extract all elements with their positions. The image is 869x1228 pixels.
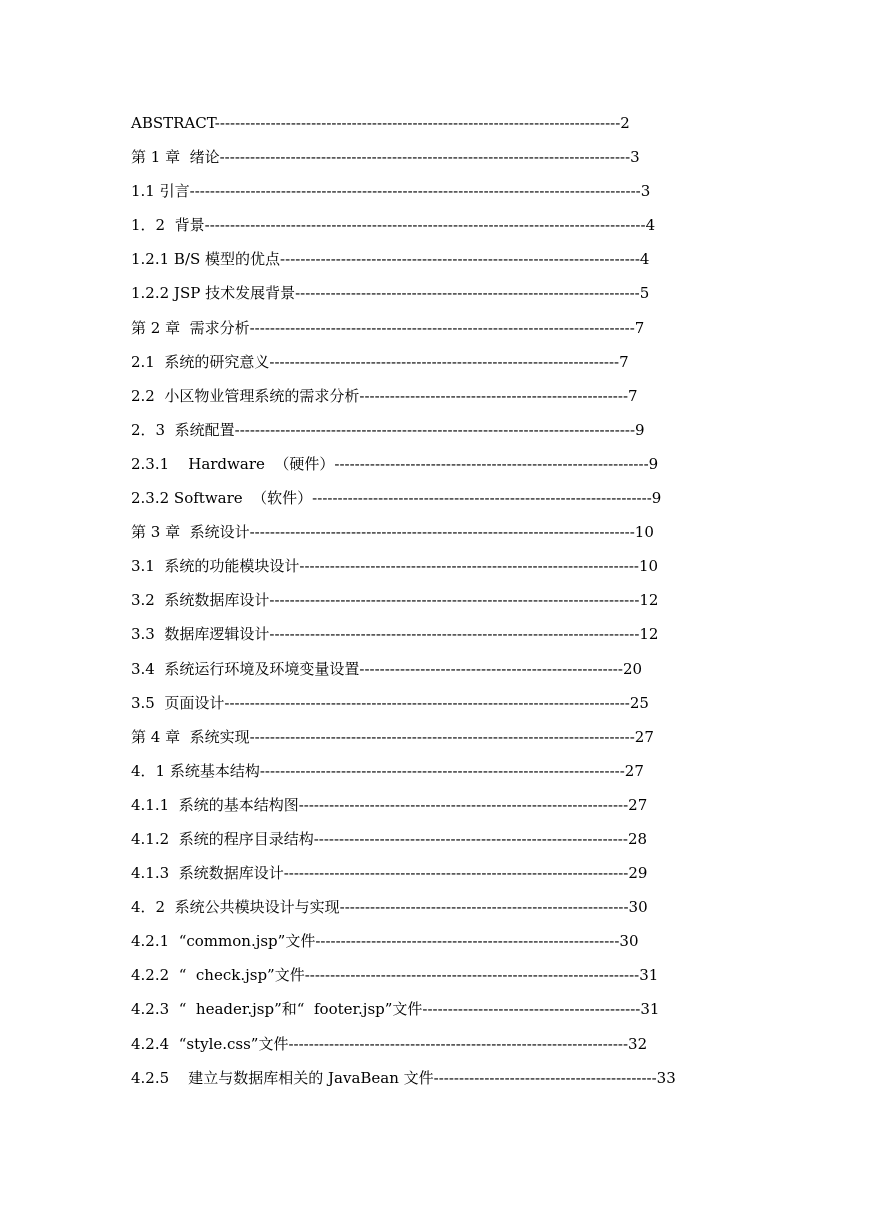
toc-entry[interactable]: 第 4 章 系统实现----------------------------------------------------------------------------27 (131, 727, 654, 746)
toc-entry[interactable]: 4.1.3 系统数据库设计--------------------------------------------------------------------29 (131, 864, 648, 883)
toc-entry[interactable]: 3.1 系统的功能模块设计-------------------------------------------------------------------10 (131, 557, 659, 576)
toc-entry[interactable]: 3.5 页面设计--------------------------------------------------------------------------------25 (131, 693, 649, 712)
toc-entry[interactable]: 第 3 章 系统设计----------------------------------------------------------------------------10 (131, 523, 654, 542)
toc-entry[interactable]: 1.2.2 JSP 技术发展背景--------------------------------------------------------------------5 (131, 284, 650, 303)
toc-entry[interactable]: 2.1 系统的研究意义---------------------------------------------------------------------7 (131, 352, 629, 371)
toc-entry[interactable]: 2.3.2 Software （软件）-------------------------------------------------------------------9 (131, 489, 662, 508)
toc-entry[interactable]: 1．2 背景---------------------------------------------------------------------------------------4 (131, 216, 656, 235)
toc-entry[interactable]: 4．1 系统基本结构------------------------------------------------------------------------27 (131, 761, 644, 780)
toc-entry[interactable]: 第 2 章 需求分析----------------------------------------------------------------------------7 (131, 318, 645, 337)
toc-entry[interactable]: 4.2.5 建立与数据库相关的 JavaBean 文件--------------------------------------------33 (131, 1068, 676, 1087)
toc-entry[interactable]: 2．3 系统配置-------------------------------------------------------------------------------9 (131, 420, 645, 439)
toc-entry[interactable]: 第 1 章 绪论---------------------------------------------------------------------------------3 (131, 148, 640, 167)
toc-entry[interactable]: 4.1.1 系统的基本结构图-----------------------------------------------------------------27 (131, 795, 648, 814)
toc-entry[interactable]: 2.2 小区物业管理系统的需求分析-----------------------------------------------------7 (131, 386, 638, 405)
toc-entry[interactable]: 4.2.3 “ header.jsp”和“ footer.jsp”文件-------------------------------------------31 (131, 1000, 660, 1019)
table-of-contents (131, 110, 751, 1099)
toc-entry[interactable]: 4.2.1 “common.jsp”文件------------------------------------------------------------30 (131, 932, 639, 951)
toc-entry[interactable]: 4．2 系统公共模块设计与实现---------------------------------------------------------30 (131, 898, 648, 917)
toc-entry[interactable]: 3.2 系统数据库设计-------------------------------------------------------------------------12 (131, 591, 659, 610)
toc-entry[interactable]: ABSTRACT--------------------------------------------------------------------------------2 (131, 114, 630, 132)
toc-entry[interactable]: 1.2.1 B/S 模型的优点-----------------------------------------------------------------------4 (131, 250, 650, 269)
toc-entry[interactable]: 4.1.2 系统的程序目录结构--------------------------------------------------------------28 (131, 829, 648, 848)
toc-entry[interactable]: 4.2.4 “style.css”文件-------------------------------------------------------------------32 (131, 1034, 648, 1053)
toc-entry[interactable]: 4.2.2 “ check.jsp”文件------------------------------------------------------------------31 (131, 966, 659, 985)
toc-entry[interactable]: 1.1 引言-----------------------------------------------------------------------------------------3 (131, 182, 651, 201)
toc-entry[interactable]: 3.4 系统运行环境及环境变量设置----------------------------------------------------20 (131, 659, 643, 678)
toc-entry[interactable]: 3.3 数据库逻辑设计-------------------------------------------------------------------------12 (131, 625, 659, 644)
toc-entry[interactable]: 2.3.1 Hardware （硬件）--------------------------------------------------------------9 (131, 454, 659, 473)
